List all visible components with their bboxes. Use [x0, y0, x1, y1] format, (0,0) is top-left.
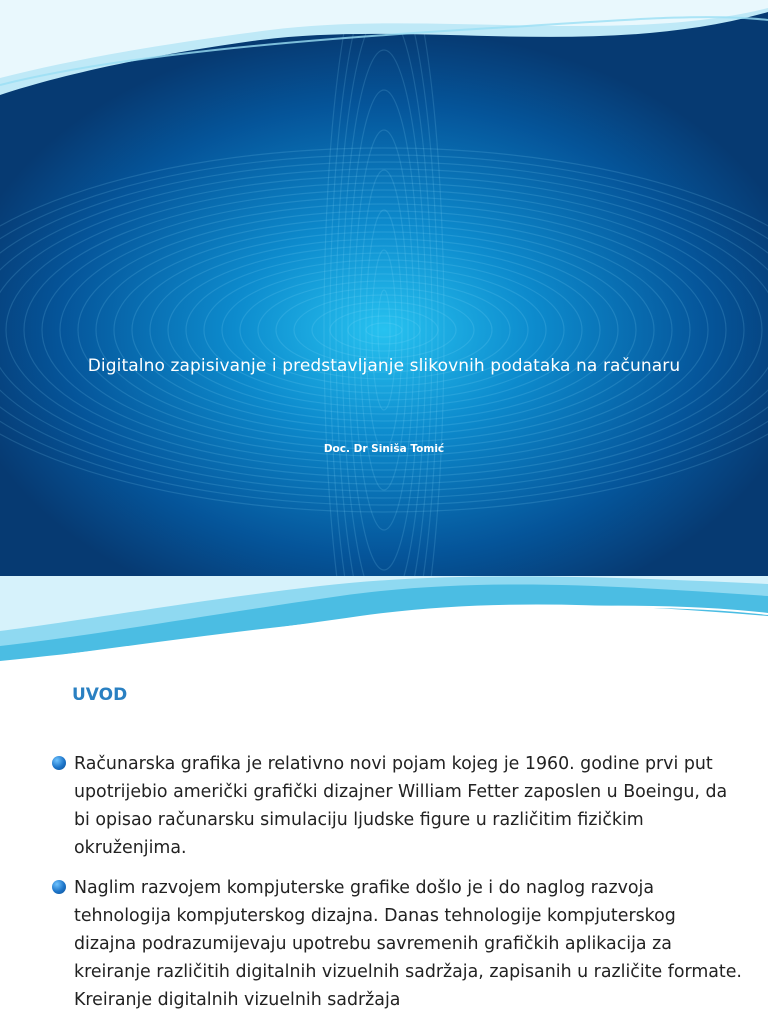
section-heading: UVOD [72, 685, 128, 705]
bullet-text: Naglim razvojem kompjuterske grafike došlo je i do naglog razvoja tehnologija kompjuterskog dizajna. Danas tehnologije kompjuterskog dizajna podrazumijevaju upotrebu savremenih grafičkih aplikacija za kreiranje različitih digitalnih vizuelnih sadržaja, zapisanih u različite formate. Kreiranje digitalnih vizuelnih sadržaja [74, 878, 742, 1010]
bullet-icon [52, 756, 66, 770]
bullet-icon [52, 880, 66, 894]
slide-title: Digitalno zapisivanje i predstavljanje slikovnih podataka na računaru [87, 356, 681, 376]
header-wave [0, 576, 768, 676]
bullet-text: Računarska grafika je relativno novi pojam kojeg je 1960. godine prvi put upotrijebio američki grafički dizajner William Fetter zaposlen u Boeingu, da bi opisao računarsku simulaciju ljudske figure u različitim fizičkim okruženjima. [74, 754, 728, 858]
content-slide [0, 576, 768, 1024]
slide-author: Doc. Dr Siniša Tomić [323, 443, 445, 455]
list-item [52, 874, 742, 1014]
list-item [52, 750, 742, 862]
bullet-list [52, 750, 742, 1024]
